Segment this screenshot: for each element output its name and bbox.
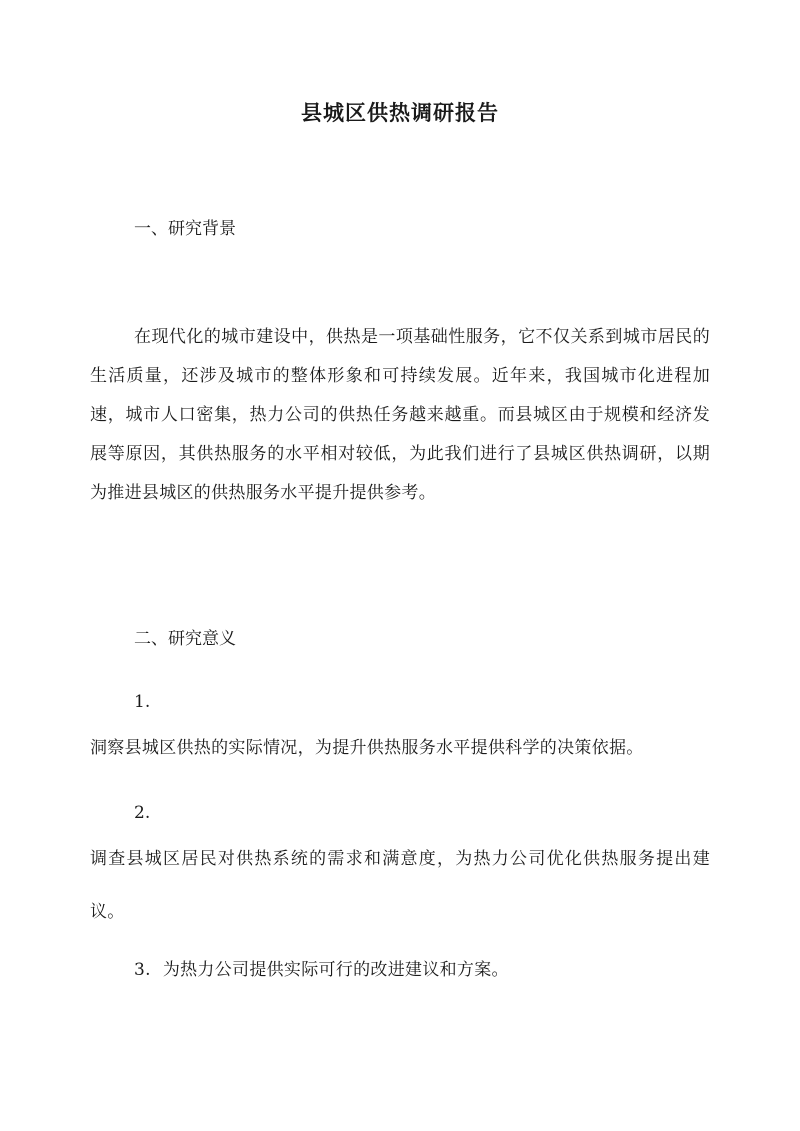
list-item-text: 洞察县城区供热的实际情况，为提升供热服务水平提供科学的决策依据。 (90, 738, 644, 758)
list-item-text: 调查县城区居民对供热系统的需求和满意度，为热力公司优化供热服务提出建议。 (90, 849, 710, 922)
list-item-text: 为热力公司提供实际可行的改进建议和方案。 (162, 960, 509, 980)
list-item-number: 1. (134, 692, 151, 712)
list-item (134, 955, 509, 985)
section-heading-significance: 二、研究意义 (134, 629, 236, 649)
background-paragraph: 在现代化的城市建设中，供热是一项基础性服务，它不仅关系到城市居民的生活质量，还涉及城市的整体形象和可持续发展。近年来，我国城市化进程加速，城市人口密集，热力公司的供热任务越来越重。而县城区由于规模和经济发展等原因，其供热服务的水平相对较低，为此我们进行了县城区供热调研，以期为推进县城区的供热服务水平提升提供参考。 (90, 327, 710, 503)
document-title: 县城区供热调研报告 (301, 100, 499, 125)
section-heading-background: 一、研究背景 (134, 219, 236, 239)
list-item-number: 2. (134, 803, 151, 823)
list-item-number: 3. (134, 960, 151, 980)
